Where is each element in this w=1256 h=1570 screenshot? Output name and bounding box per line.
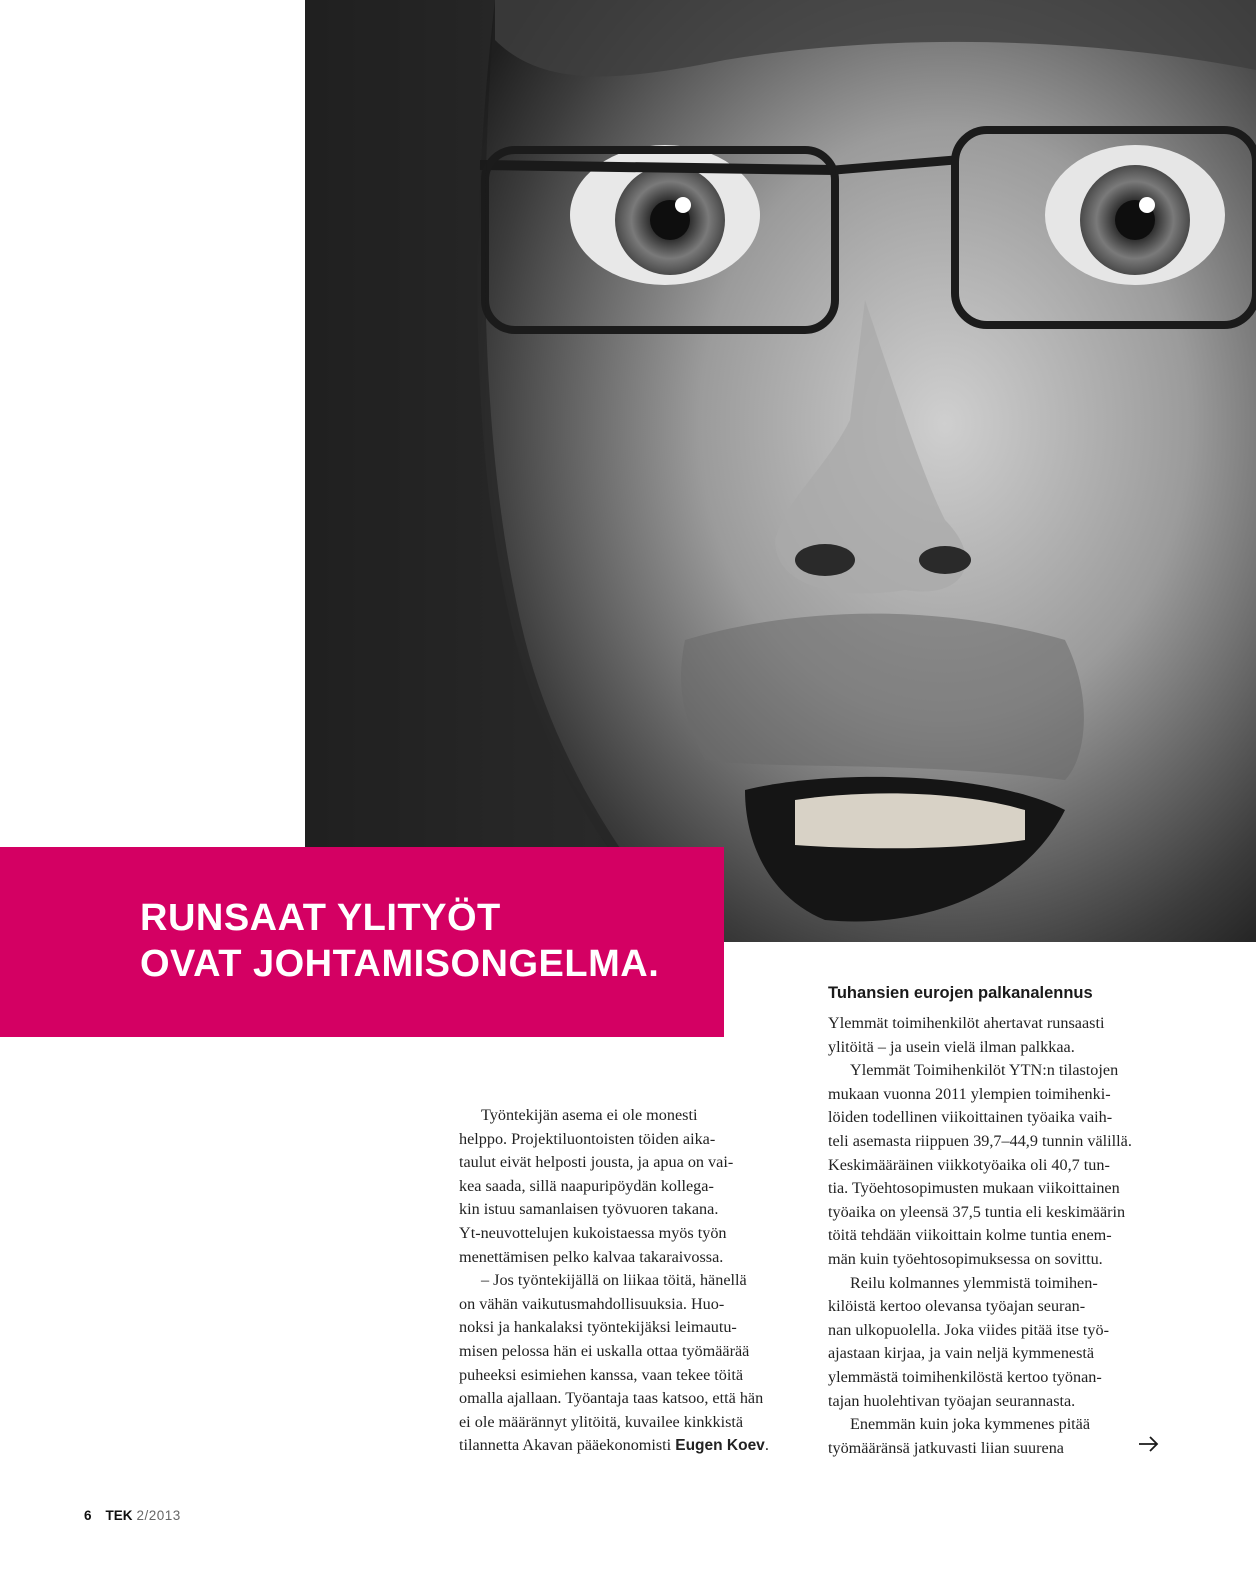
headline-line-2: OVAT JOHTAMISONGELMA. bbox=[140, 943, 660, 985]
text-line: omalla ajallaan. Työantaja taas katsoo, että hän bbox=[459, 1389, 764, 1408]
person-name: Eugen Koev bbox=[675, 1437, 765, 1455]
text-line: löiden todellinen viikoittainen työaika vaih- bbox=[828, 1108, 1113, 1127]
paragraph-statistics bbox=[828, 1059, 1188, 1271]
text-line: Työntekijän asema ei ole monesti bbox=[481, 1106, 698, 1124]
text-line: Enemmän kuin joka kymmenes pitää bbox=[850, 1415, 1091, 1434]
text-line: taulut eivät helposti jousta, ja apua on vai- bbox=[459, 1153, 734, 1172]
text-line: kin istuu samanlaisen työvuoren takana. bbox=[459, 1200, 719, 1219]
text-line: noksi ja hankalaksi työntekijäksi leimautu- bbox=[459, 1318, 737, 1337]
body-column-left bbox=[459, 1104, 809, 1458]
text-line: Reilu kolmannes ylemmistä toimihen- bbox=[850, 1273, 1098, 1292]
paragraph-tracking bbox=[828, 1272, 1188, 1414]
text-line: teli asemasta riippuen 39,7–44,9 tunnin välillä. bbox=[828, 1131, 1132, 1150]
text-line: misen pelossa hän ei uskalla ottaa työmäärää bbox=[459, 1341, 750, 1360]
text-line: Keskimääräinen viikkotyöaika oli 40,7 tun- bbox=[828, 1155, 1110, 1174]
text-fragment: tilannetta Akavan pääekonomisti bbox=[459, 1436, 676, 1455]
text-line: töitä tehdään viikoittain kolme tuntia enem- bbox=[828, 1226, 1112, 1245]
magazine-name: TEK bbox=[105, 1508, 133, 1523]
text-line: työaika on yleensä 37,5 tuntia eli keskimäärin bbox=[828, 1202, 1126, 1221]
text-line: män kuin työehtosopimuksessa on sovittu. bbox=[828, 1249, 1103, 1268]
text-line: kea saada, sillä naapuripöydän kollega- bbox=[459, 1176, 714, 1195]
page-footer bbox=[84, 1508, 181, 1523]
text-line: ylemmästä toimihenkilöstä kertoo työnan- bbox=[828, 1367, 1102, 1386]
text-line: menettämisen pelko kalvaa takaraivossa. bbox=[459, 1247, 724, 1266]
portrait-photo bbox=[305, 0, 1256, 942]
text-line: kilöistä kertoo olevansa työajan seuran- bbox=[828, 1297, 1086, 1316]
text-line: tajan huolehtivan työajan seurannasta. bbox=[828, 1391, 1076, 1410]
text-line: on vähän vaikutusmahdollisuuksia. Huo- bbox=[459, 1294, 725, 1313]
portrait-illustration bbox=[305, 0, 1256, 942]
sentence-end: . bbox=[764, 1436, 769, 1455]
text-line: helppo. Projektiluontoisten töiden aika- bbox=[459, 1129, 716, 1148]
text-line: tia. Työehtosopimusten mukaan viikoittainen bbox=[828, 1179, 1120, 1198]
text-line: ei ole määrännyt ylitöitä, kuvailee kinkkistä bbox=[459, 1412, 744, 1431]
text-line: ylitöitä – ja usein vielä ilman palkkaa. bbox=[828, 1037, 1075, 1056]
text-line: – Jos työntekijällä on liikaa töitä, hänellä bbox=[481, 1271, 747, 1290]
text-line: nan ulkopuolella. Joka viides pitää itse työ- bbox=[828, 1320, 1109, 1339]
article-headline bbox=[140, 895, 659, 987]
text-line: mukaan vuonna 2011 ylempien toimihenki- bbox=[828, 1084, 1111, 1103]
text-line: ajastaan kirjaa, ja vain neljä kymmenestä bbox=[828, 1344, 1095, 1363]
text-line-last bbox=[459, 1434, 809, 1458]
page-number: 6 bbox=[84, 1508, 92, 1523]
text-line: Ylemmät Toimihenkilöt YTN:n tilastojen bbox=[850, 1061, 1119, 1080]
text-line: Ylemmät toimihenkilöt ahertavat runsaasti bbox=[828, 1014, 1105, 1032]
headline-line-1: RUNSAAT YLITYÖT bbox=[140, 897, 501, 939]
issue-number: 2/2013 bbox=[136, 1508, 181, 1523]
paragraph-quote bbox=[459, 1269, 809, 1458]
text-line: Yt-neuvottelujen kukoistaessa myös työn bbox=[459, 1223, 727, 1242]
text-line: työmääränsä jatkuvasti liian suurena bbox=[828, 1438, 1064, 1457]
paragraph-lead bbox=[828, 1012, 1188, 1059]
text-line: puheeksi esimiehen kanssa, vaan tekee töitä bbox=[459, 1365, 744, 1384]
section-subheading: Tuhansien eurojen palkanalennus bbox=[828, 984, 1093, 1002]
paragraph-intro bbox=[459, 1104, 809, 1269]
body-column-right bbox=[828, 1012, 1188, 1460]
paragraph-workload bbox=[828, 1413, 1188, 1460]
arrow-right-icon bbox=[1138, 1434, 1160, 1454]
